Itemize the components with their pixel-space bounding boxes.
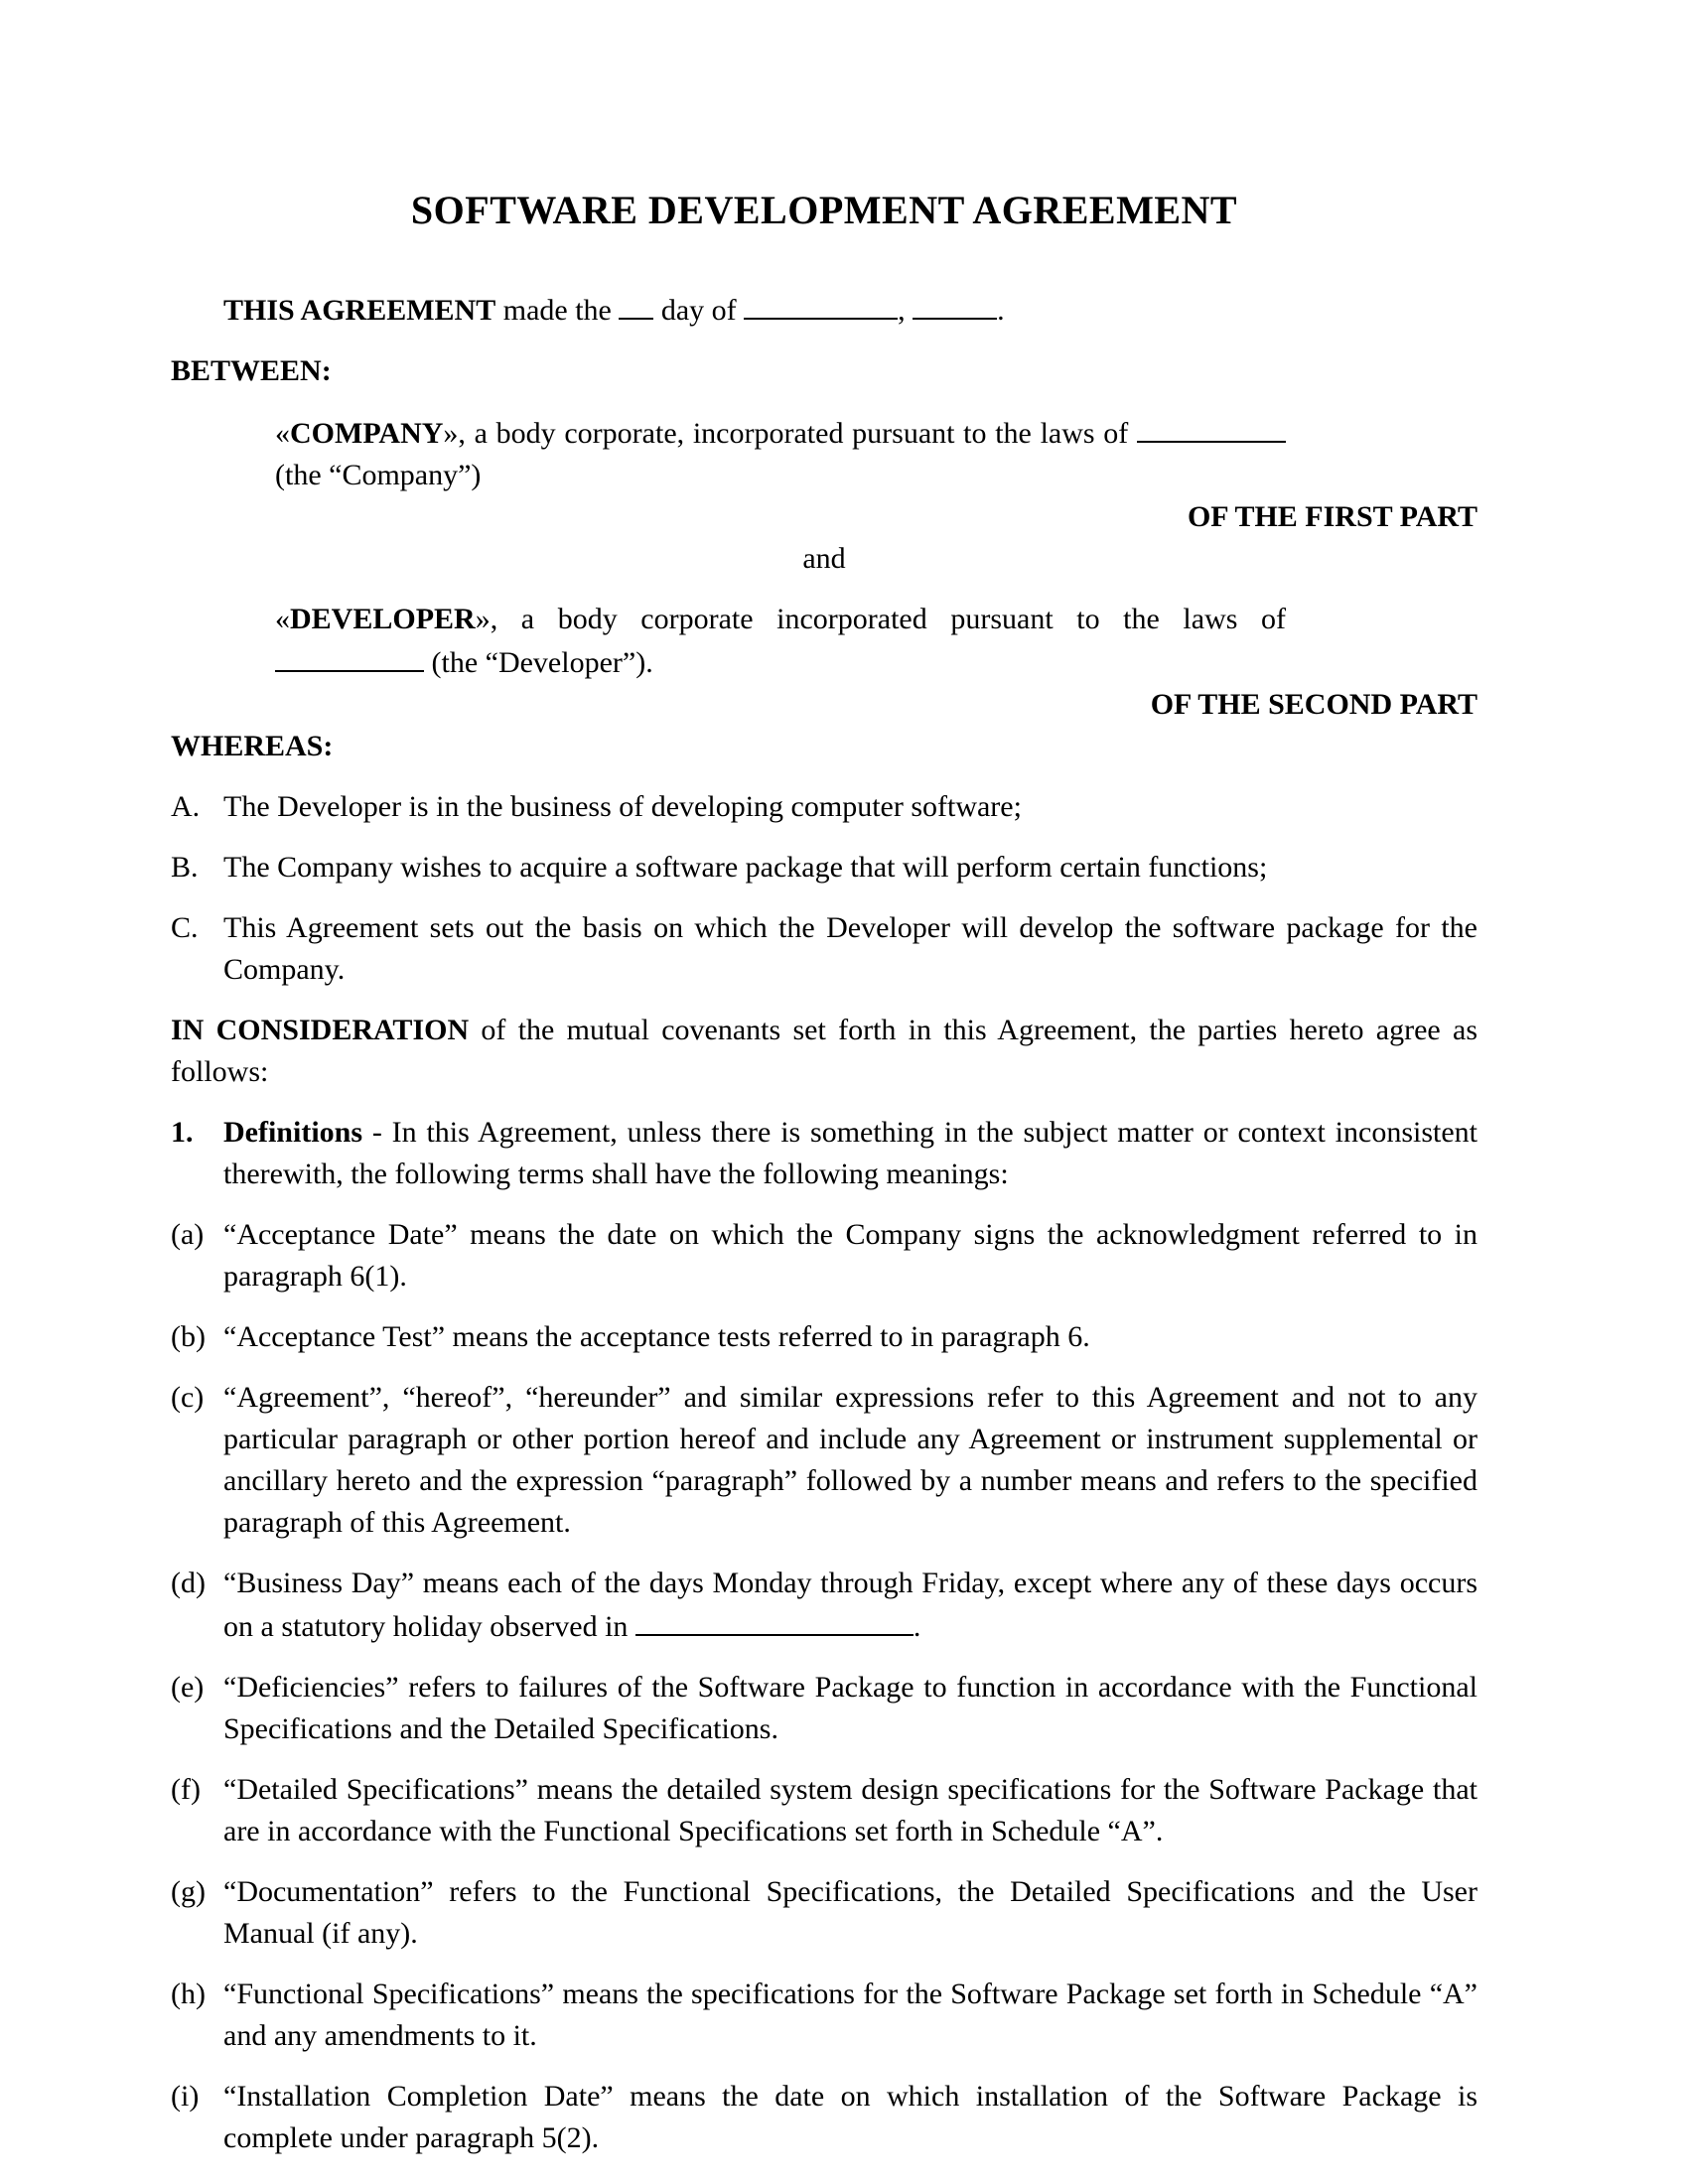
consideration-text: of the mutual covenants set forth in this Agreement, the parties hereto agree as follows: — [171, 1014, 1478, 1088]
blank-year-field — [913, 288, 997, 320]
definition-item-g — [171, 1871, 1477, 1955]
between-label-line — [171, 350, 1477, 392]
company-tail-text: (the “Company”) — [275, 459, 482, 491]
recital-b-label: B. — [171, 851, 199, 884]
company-name: COMPANY — [290, 417, 444, 450]
recital-c-label: C. — [171, 911, 199, 944]
definition-g-label: (g) — [171, 1875, 206, 1908]
developer-body-text: , a body corporate incorporated pursuant to the laws of — [490, 603, 1286, 635]
definition-a-label: (a) — [171, 1218, 205, 1251]
definition-f-text: “Detailed Specifications” means the detailed system design specifications for the Software Package that are in accordance with the Functional Specifications set forth in Schedule “A”. — [223, 1773, 1477, 1847]
definition-item-i — [171, 2076, 1477, 2159]
recital-b-text: The Company wishes to acquire a software package that will perform certain functions; — [223, 851, 1268, 884]
definition-g-text: “Documentation” refers to the Functional Specifications, the Detailed Specifications and the User Manual (if any). — [223, 1875, 1477, 1950]
party-developer-block — [275, 599, 1286, 684]
recital-b — [171, 847, 1477, 888]
definition-h-label: (h) — [171, 1978, 206, 2010]
definition-item-e — [171, 1667, 1477, 1750]
definition-item-h — [171, 1974, 1477, 2057]
blank-company-jurisdiction-field — [1137, 411, 1286, 443]
recital-c-text: This Agreement sets out the basis on which the Developer will develop the software package for the Company. — [223, 911, 1477, 986]
section-1-number: 1. — [171, 1116, 194, 1149]
part-label-second: OF THE SECOND PART — [1150, 688, 1477, 721]
definition-e-text: “Deficiencies” refers to failures of the Software Package to function in accordance with the Functional Specifications and the Detailed Specifications. — [223, 1671, 1477, 1745]
definition-item-f — [171, 1769, 1477, 1852]
definition-b-label: (b) — [171, 1320, 206, 1353]
intro-paragraph — [171, 288, 1477, 332]
section-1-heading: Definitions — [223, 1116, 363, 1149]
definition-c-text: “Agreement”, “hereof”, “hereunder” and similar expressions refer to this Agreement and not to any particular paragraph or other portion hereof and include any Agreement or instrument supplemental or ancillary hereto and the expression “paragraph” followed by a number means and refers to the specified paragraph of this Agreement. — [223, 1381, 1477, 1539]
intro-period-text: . — [997, 294, 1005, 327]
document-title: SOFTWARE DEVELOPMENT AGREEMENT — [410, 188, 1238, 232]
definition-a-text: “Acceptance Date” means the date on which the Company signs the acknowledgment referred to in paragraph 6(1). — [223, 1218, 1477, 1293]
blank-holiday-jurisdiction-field — [635, 1604, 914, 1636]
definition-b-text: “Acceptance Test” means the acceptance tests referred to in paragraph 6. — [223, 1320, 1090, 1353]
blank-month-field — [744, 288, 898, 320]
definition-f-label: (f) — [171, 1773, 201, 1806]
recital-c — [171, 907, 1477, 991]
intro-comma-text: , — [898, 294, 914, 327]
company-body-text: , a body corporate, incorporated pursuant to the laws of — [458, 417, 1137, 450]
party-company-block — [275, 411, 1286, 496]
definition-item-a — [171, 1214, 1477, 1297]
recital-a — [171, 786, 1477, 828]
definition-c-label: (c) — [171, 1381, 205, 1414]
definition-d-label: (d) — [171, 1567, 206, 1599]
definition-i-text: “Installation Completion Date” means the date on which installation of the Software Package is complete under paragraph 5(2). — [223, 2080, 1477, 2154]
definition-h-text: “Functional Specifications” means the specifications for the Software Package set forth in Schedule “A” and any amendments to it. — [223, 1978, 1477, 2052]
part-label-first: OF THE FIRST PART — [1187, 500, 1477, 533]
between-label: BETWEEN: — [171, 354, 332, 387]
blank-developer-jurisdiction-field — [275, 640, 424, 672]
consideration-paragraph — [171, 1010, 1477, 1093]
section-1-text: - In this Agreement, unless there is something in the subject matter or context inconsistent therewith, the following terms shall have the following meanings: — [223, 1116, 1477, 1190]
intro-made-text: made the — [495, 294, 620, 327]
and-separator: and — [802, 542, 846, 575]
developer-guillemet-open: « — [275, 603, 290, 635]
blank-day-field — [619, 288, 653, 320]
definition-item-b — [171, 1316, 1477, 1358]
definition-e-label: (e) — [171, 1671, 205, 1704]
recital-a-text: The Developer is in the business of developing computer software; — [223, 790, 1022, 823]
whereas-label: WHEREAS: — [171, 730, 334, 762]
whereas-label-line — [171, 726, 1477, 767]
section-1-definitions — [171, 1112, 1477, 1195]
intro-dayof-text: day of — [653, 294, 745, 327]
company-guillemet-open: « — [275, 417, 290, 450]
definition-item-c — [171, 1377, 1477, 1544]
developer-name: DEVELOPER — [290, 603, 476, 635]
definition-item-d — [171, 1563, 1477, 1648]
definition-d-text-post: . — [913, 1610, 921, 1643]
developer-guillemet-close: » — [475, 603, 491, 635]
recital-a-label: A. — [171, 790, 201, 823]
developer-tail-text: (the “Developer”). — [424, 646, 653, 679]
definition-d-text-pre: “Business Day” means each of the days Monday through Friday, except where any of these days occurs on a statutory holiday observed in — [223, 1567, 1477, 1643]
company-guillemet-close: » — [443, 417, 459, 450]
consideration-lead: IN CONSIDERATION — [171, 1014, 470, 1046]
definition-i-label: (i) — [171, 2080, 200, 2113]
intro-lead: THIS AGREEMENT — [223, 294, 496, 327]
